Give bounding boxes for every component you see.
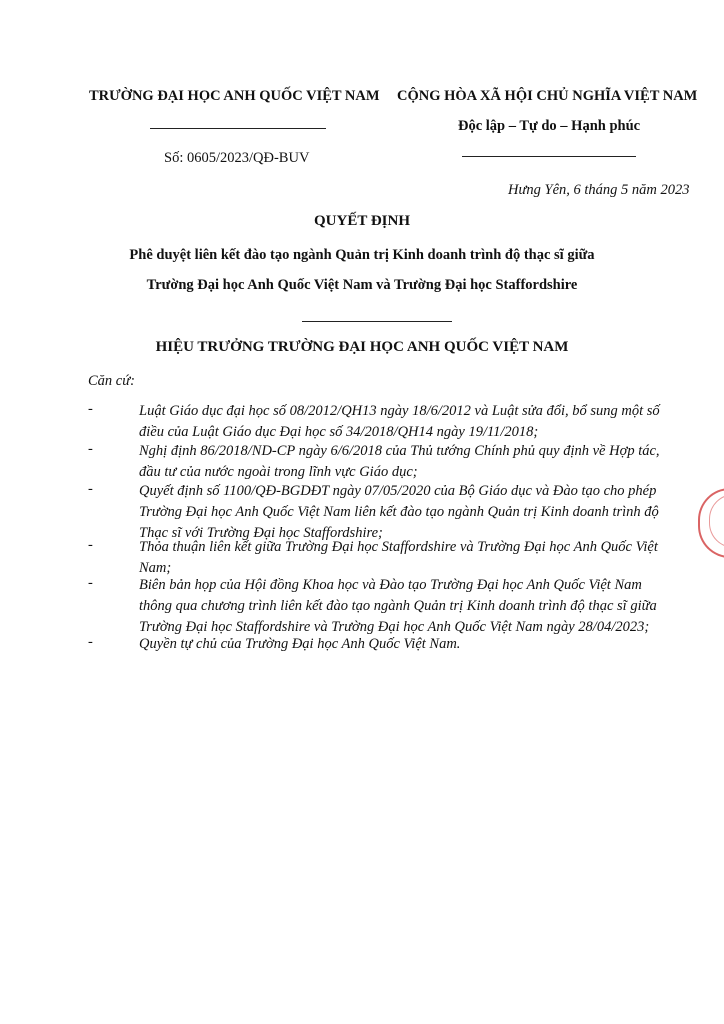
basis-item-text: Luật Giáo dục đại học số 08/2012/QH13 ngày 18/6/2012 và Luật sửa đổi, bổ sung một số điều của Luật Giáo dục Đại học số 34/2018/QH14 ngày 19/11/2018; [139, 403, 660, 440]
basis-item-text: Quyết định số 1100/QĐ-BGDĐT ngày 07/05/2020 của Bộ Giáo dục và Đào tạo cho phép Trường Đại học Anh Quốc Việt Nam liên kết đào tạo ngành Quản trị Kinh doanh trình độ Thạc sĩ với Trường Đại học Staffordshire; [139, 483, 659, 541]
decision-heading: QUYẾT ĐỊNH [314, 213, 410, 229]
national-motto: Độc lập – Tự do – Hạnh phúc [458, 118, 641, 134]
basis-item-text: Quyền tự chủ của Trường Đại học Anh Quốc Việt Nam. [139, 636, 461, 652]
bullet-dash: - [88, 575, 93, 591]
basis-item-6 [88, 634, 688, 656]
institution-underline [150, 128, 326, 129]
basis-item-text: Nghị định 86/2018/ND-CP ngày 6/6/2018 của Thủ tướng Chính phủ quy định về Hợp tác, đầu tư của nước ngoài trong lĩnh vực Giáo dục; [139, 443, 660, 480]
institution-name: TRƯỜNG ĐẠI HỌC ANH QUỐC VIỆT NAM [89, 88, 380, 104]
bullet-dash: - [88, 441, 93, 457]
bullet-dash: - [88, 537, 93, 553]
basis-section [88, 373, 688, 393]
basis-label: Căn cứ: [88, 373, 135, 389]
basis-item-text: Thỏa thuận liên kết giữa Trường Đại học Staffordshire và Trường Đại học Anh Quốc Việt Nam; [139, 539, 658, 576]
basis-item-1 [88, 401, 688, 443]
basis-item-text: Biên bản họp của Hội đồng Khoa học và Đào tạo Trường Đại học Anh Quốc Việt Nam thông qua chương trình liên kết đào tạo ngành Quản trị Kinh doanh trình độ thạc sĩ giữa Trường Đại học Staffordshire và Trường Đại học Anh Quốc Việt Nam ngày 28/04/2023; [139, 577, 657, 635]
document-number: Số: 0605/2023/QĐ-BUV [164, 150, 310, 166]
basis-item-2 [88, 441, 688, 483]
bullet-dash: - [88, 481, 93, 497]
basis-item-4 [88, 537, 688, 579]
decision-subject-line-1: Phê duyệt liên kết đào tạo ngành Quản trị Kinh doanh trình độ thạc sĩ giữa [129, 247, 595, 263]
authority-title: HIỆU TRƯỞNG TRƯỜNG ĐẠI HỌC ANH QUỐC VIỆT NAM [155, 339, 569, 355]
motto-underline [462, 156, 636, 157]
basis-item-5 [88, 575, 688, 638]
country-name: CỘNG HÒA XÃ HỘI CHỦ NGHĨA VIỆT NAM [397, 88, 698, 104]
basis-item-3 [88, 481, 688, 544]
bullet-dash: - [88, 401, 93, 417]
title-divider [302, 321, 452, 322]
bullet-dash: - [88, 634, 93, 650]
decision-subject-line-2: Trường Đại học Anh Quốc Việt Nam và Trường Đại học Staffordshire [146, 277, 578, 293]
place-date: Hưng Yên, 6 tháng 5 năm 2023 [508, 182, 690, 198]
